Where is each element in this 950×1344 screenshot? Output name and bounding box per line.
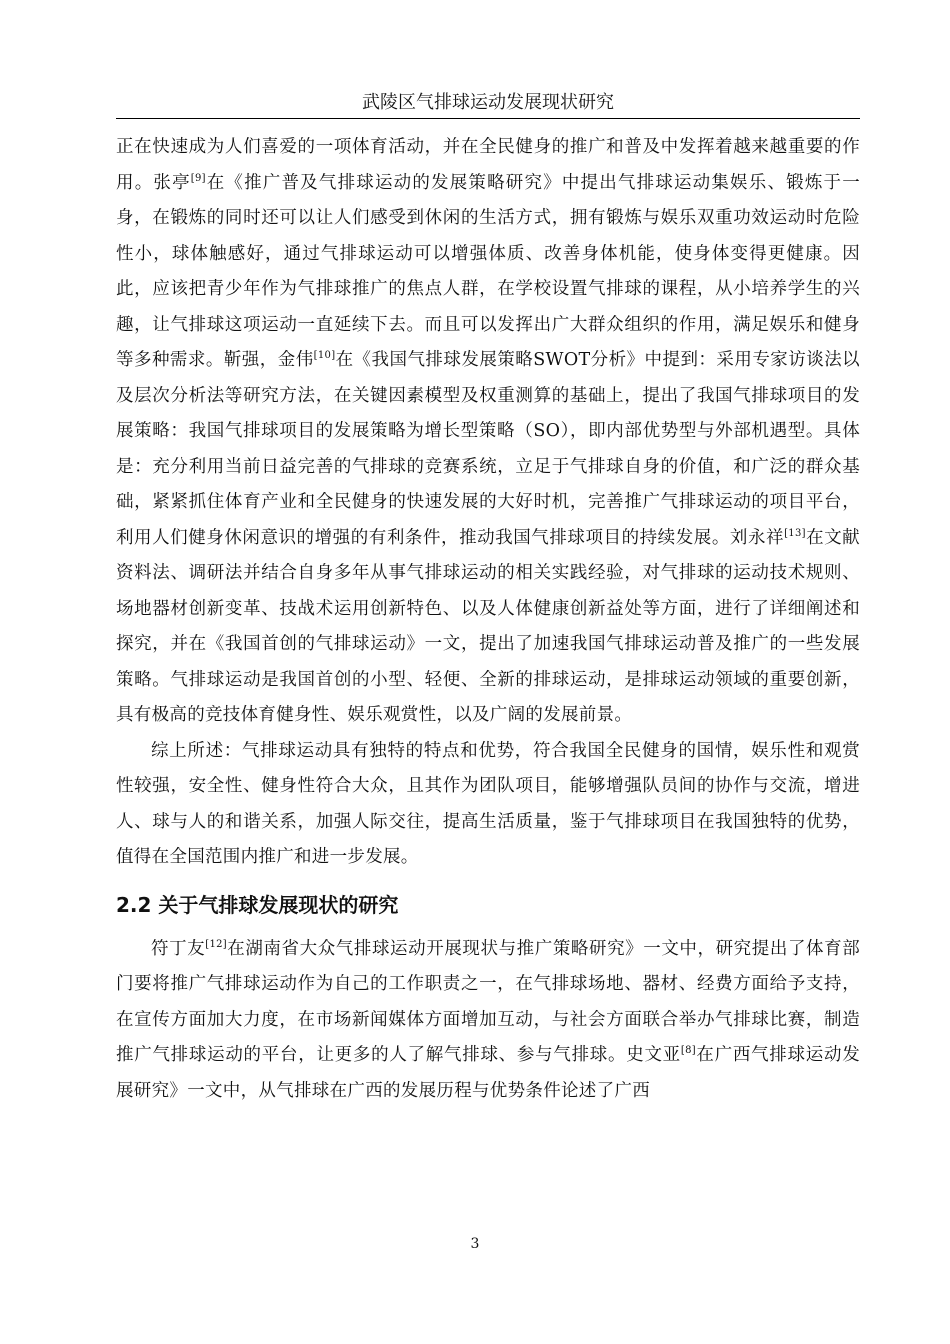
paragraph-summary: 综上所述：气排球运动具有独特的特点和优势，符合我国全民健身的国情，娱乐性和观赏性较强，安全性、健身性符合大众，且其作为团队项目，能够增强队员间的协作与交流，增进人、球与人的和谐关系，加强人际交往，提高生活质量，鉴于气排球项目在我国独特的优势，值得在全国范围内推广和进一步发展。 (116, 740, 860, 867)
text-run: 在《推广普及气排球运动的发展策略研究》中提出气排球运动集娱乐、锻炼于一身，在锻炼的同时还可以让人们感受到休闲的生活方式，拥有锻炼与娱乐双重功效运动时危险性小，球体触感好，通过气排球运动可以增强体质、改善身体机能，使身体变得更健康。因此，应该把青少年作为气排球推广的焦点人群，在学校设置气排球的课程，从小培养学生的兴趣，让气排球这项运动一直延续下去。而且可以发挥出广大群众组织的作用，满足娱乐和健身等多种需求。靳强，金伟 (116, 172, 860, 370)
citation-ref: [9] (190, 172, 206, 184)
text-run: 在湖南省大众气排球运动开展现状与推广策略研究》一文中，研究提出了体育部门要将推广气排球运动作为自己的工作职责之一，在气排球场地、器材、经费方面给予支持，在宣传方面加大力度，在市场新闻媒体方面增加互动，与社会方面联合举办气排球比赛，制造推广气排球运动的平台，让更多的人了解气排球、参与气排球。史文亚 (116, 938, 860, 1065)
paragraph-development-status (116, 932, 860, 1110)
text-run: 在广西气排球运动发展研究》一文中，从气排球在广西的发展历程与优势条件论述了广西 (116, 1045, 860, 1101)
text-run: 正在快速成为人们喜爱的一项体育活动，并在全民健身的推广和普及中发挥着越来越重要的作用。张亭 (116, 137, 860, 193)
page-number: 3 (470, 1236, 480, 1252)
body-text (116, 130, 860, 1109)
text-run: 在《我国气排球发展策略SWOT分析》中提到：采用专家访谈法以及层次分析法等研究方法，在关键因素模型及权重测算的基础上，提出了我国气排球项目的发展策略：我国气排球项目的发展策略为增长型策略（SO），即内部优势型与外部机遇型。具体是：充分利用当前日益完善的气排球的竞赛系统，立足于气排球自身的价值，和广泛的群众基础，紧紧抓住体育产业和全民健身的快速发展的大好时机，完善推广气排球运动的项目平台，利用人们健身休闲意识的增强的有利条件，推动我国气排球项目的持续发展。刘永祥 (116, 350, 860, 548)
citation-ref: [13] (784, 527, 806, 539)
citation-ref: [8] (680, 1045, 696, 1056)
text-run: 在文献资料法、调研法并结合自身多年从事气排球运动的相关实践经验，对气排球的运动技术规则、场地器材创新变革、技战术运用创新特色、以及人体健康创新益处等方面，进行了详细阐述和探究，并在《我国首创的气排球运动》一文，提出了加速我国气排球运动普及推广的一些发展策略。气排球运动是我国首创的小型、轻便、全新的排球运动，是排球运动领域的重要创新，具有极高的竞技体育健身性、娱乐观赏性，以及广阔的发展前景。 (116, 527, 860, 725)
running-header: 武陵区气排球运动发展现状研究 (116, 92, 860, 119)
text-run: 符丁友 (151, 938, 206, 959)
paragraph-literature-review (116, 130, 860, 734)
citation-ref: [10] (313, 350, 336, 361)
section-heading: 2.2 关于气排球发展现状的研究 (116, 892, 399, 917)
citation-ref: [12] (205, 938, 227, 950)
